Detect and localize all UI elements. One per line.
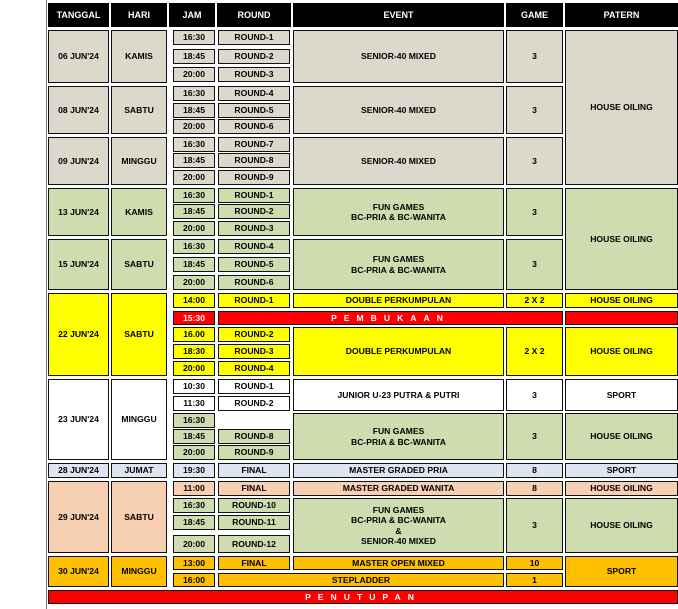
time-cell: 11:00 [173, 481, 215, 496]
game-cell: 1 [506, 573, 563, 587]
event-line: FUN GAMES [372, 504, 425, 515]
event-cell [293, 413, 504, 460]
round-cell: ROUND-1 [218, 188, 290, 203]
event-line: BC-PRIA & BC-WANITA [351, 212, 446, 222]
date-cell: 28 JUN'24 [48, 463, 109, 478]
game-cell: 3 [506, 498, 563, 553]
time-cell: 18:30 [173, 344, 215, 359]
day-cell: MINGGU [111, 137, 167, 185]
round-cell: ROUND-9 [218, 445, 290, 460]
time-cell: 18:45 [173, 153, 215, 168]
round-cell: ROUND-4 [218, 361, 290, 376]
pattern-cell: SPORT [565, 379, 678, 411]
time-cell: 16.00 [173, 327, 215, 342]
closing-ceremony-banner: PENUTUPAN [48, 590, 678, 604]
time-cell: 16:30 [173, 498, 215, 513]
event-cell: SENIOR-40 MIXED [293, 86, 504, 134]
time-cell: 11:30 [173, 396, 215, 411]
date-cell: 23 JUN'24 [48, 379, 109, 460]
date-cell: 09 JUN'24 [48, 137, 109, 185]
date-cell: 22 JUN'24 [48, 293, 109, 376]
opening-ceremony-banner-end [565, 311, 678, 325]
time-cell: 20:00 [173, 445, 215, 460]
time-cell: 20:00 [173, 67, 215, 82]
round-cell: ROUND-3 [218, 67, 290, 82]
pattern-cell: HOUSE OILING [565, 188, 678, 290]
time-cell: 16:30 [173, 137, 215, 152]
round-cell: ROUND-3 [218, 344, 290, 359]
game-cell: 8 [506, 481, 563, 496]
event-cell [293, 498, 504, 553]
day-cell: SABTU [111, 293, 167, 376]
time-cell: 16:00 [173, 573, 215, 587]
time-cell: 18:45 [173, 103, 215, 118]
round-cell: ROUND-9 [218, 170, 290, 185]
pattern-cell: HOUSE OILING [565, 293, 678, 308]
event-line: FUN GAMES [372, 426, 425, 436]
day-cell: MINGGU [111, 556, 167, 587]
day-cell: KAMIS [111, 30, 167, 83]
time-cell: 16:30 [173, 188, 215, 203]
game-cell: 3 [506, 86, 563, 134]
round-cell: ROUND-6 [218, 275, 290, 290]
round-cell: ROUND-3 [218, 221, 290, 236]
pattern-cell: HOUSE OILING [565, 30, 678, 185]
game-cell: 3 [506, 188, 563, 236]
time-cell: 20:00 [173, 221, 215, 236]
pattern-cell: SPORT [565, 463, 678, 478]
day-cell: SABTU [111, 239, 167, 290]
round-cell: ROUND-7 [218, 137, 290, 152]
day-cell: JUMAT [111, 463, 167, 478]
event-cell: MASTER GRADED PRIA [293, 463, 504, 478]
time-cell: 16:30 [173, 86, 215, 101]
day-cell: SABTU [111, 481, 167, 553]
round-cell: ROUND-1 [218, 30, 290, 45]
header-tanggal: TANGGAL [48, 3, 109, 27]
pattern-cell: HOUSE OILING [565, 481, 678, 496]
time-cell: 20:00 [173, 275, 215, 290]
game-cell: 2 X 2 [506, 327, 563, 376]
round-cell: FINAL [218, 481, 290, 496]
round-cell: FINAL [218, 556, 290, 570]
round-cell: ROUND-12 [218, 535, 290, 553]
time-cell: 18:45 [173, 257, 215, 272]
header-hari: HARI [111, 3, 167, 27]
event-cell: JUNIOR U-23 PUTRA & PUTRI [293, 379, 504, 411]
event-cell [293, 239, 504, 290]
game-cell: 3 [506, 413, 563, 460]
event-cell: MASTER GRADED WANITA [293, 481, 504, 496]
time-cell: 20:00 [173, 535, 215, 553]
round-cell: ROUND-8 [218, 429, 290, 444]
round-cell: ROUND-6 [218, 119, 290, 134]
time-cell: 16:30 [173, 239, 215, 254]
time-cell: 16:30 [173, 30, 215, 45]
round-cell: ROUND-5 [218, 103, 290, 118]
round-cell: ROUND-8 [218, 153, 290, 168]
header-patern: PATERN [565, 3, 678, 27]
day-cell: MINGGU [111, 379, 167, 460]
time-cell: 18:45 [173, 49, 215, 64]
header-jam: JAM [169, 3, 215, 27]
time-cell: 14:00 [173, 293, 215, 308]
game-cell: 2 X 2 [506, 293, 563, 308]
time-cell: 15:30 [173, 311, 215, 325]
game-cell: 3 [506, 379, 563, 411]
round-cell: ROUND-10 [218, 498, 290, 513]
date-cell: 08 JUN'24 [48, 86, 109, 134]
event-cell: SENIOR-40 MIXED [293, 30, 504, 83]
round-cell: ROUND-4 [218, 239, 290, 254]
header-game: GAME [506, 3, 563, 27]
pattern-cell: SPORT [565, 556, 678, 587]
day-cell: KAMIS [111, 188, 167, 236]
round-cell: ROUND-1 [218, 379, 290, 394]
round-cell: ROUND-2 [218, 396, 290, 411]
game-cell: 8 [506, 463, 563, 478]
event-cell: SENIOR-40 MIXED [293, 137, 504, 185]
day-cell: SABTU [111, 86, 167, 134]
round-cell: ROUND-4 [218, 86, 290, 101]
round-cell: ROUND-11 [218, 515, 290, 530]
event-line: BC-PRIA & BC-WANITA [351, 515, 446, 525]
time-cell: 20:00 [173, 170, 215, 185]
date-cell: 06 JUN'24 [48, 30, 109, 83]
event-line: SENIOR-40 MIXED [361, 536, 436, 546]
round-cell: ROUND-2 [218, 204, 290, 219]
time-cell: 19:30 [173, 463, 215, 478]
date-cell: 15 JUN'24 [48, 239, 109, 290]
round-cell: ROUND-2 [218, 49, 290, 64]
event-line: FUN GAMES [372, 201, 425, 212]
time-cell: 18:45 [173, 204, 215, 219]
time-cell: 16:30 [173, 413, 215, 428]
time-cell: 13:00 [173, 556, 215, 570]
event-cell: DOUBLE PERKUMPULAN [293, 327, 504, 376]
time-cell: 18:45 [173, 515, 215, 530]
round-cell: ROUND-1 [218, 293, 290, 308]
header-round: ROUND [217, 3, 291, 27]
pattern-cell: HOUSE OILING [565, 327, 678, 376]
opening-ceremony-banner: PEMBUKAAN [218, 311, 563, 325]
event-cell: STEPLADDER [218, 573, 504, 587]
event-cell: DOUBLE PERKUMPULAN [293, 293, 504, 308]
time-cell: 20:00 [173, 361, 215, 376]
round-cell: ROUND-2 [218, 327, 290, 342]
event-line: FUN GAMES [372, 254, 425, 264]
time-cell: 18:45 [173, 429, 215, 444]
time-cell: 10:30 [173, 379, 215, 394]
game-cell: 3 [506, 239, 563, 290]
event-line: BC-PRIA & BC-WANITA [351, 436, 446, 447]
header-event: EVENT [293, 3, 504, 27]
game-cell: 3 [506, 30, 563, 83]
date-cell: 13 JUN'24 [48, 188, 109, 236]
event-cell: MASTER OPEN MIXED [293, 556, 504, 570]
date-cell: 30 JUN'24 [48, 556, 109, 587]
event-line: & [395, 525, 402, 536]
time-cell: 20:00 [173, 119, 215, 134]
round-cell: ROUND-5 [218, 257, 290, 272]
event-cell [293, 188, 504, 236]
pattern-cell: HOUSE OILING [565, 498, 678, 553]
game-cell: 3 [506, 137, 563, 185]
round-cell: FINAL [218, 463, 290, 478]
game-cell: 10 [506, 556, 563, 570]
pattern-cell: HOUSE OILING [565, 413, 678, 460]
event-line: BC-PRIA & BC-WANITA [351, 264, 446, 275]
date-cell: 29 JUN'24 [48, 481, 109, 553]
